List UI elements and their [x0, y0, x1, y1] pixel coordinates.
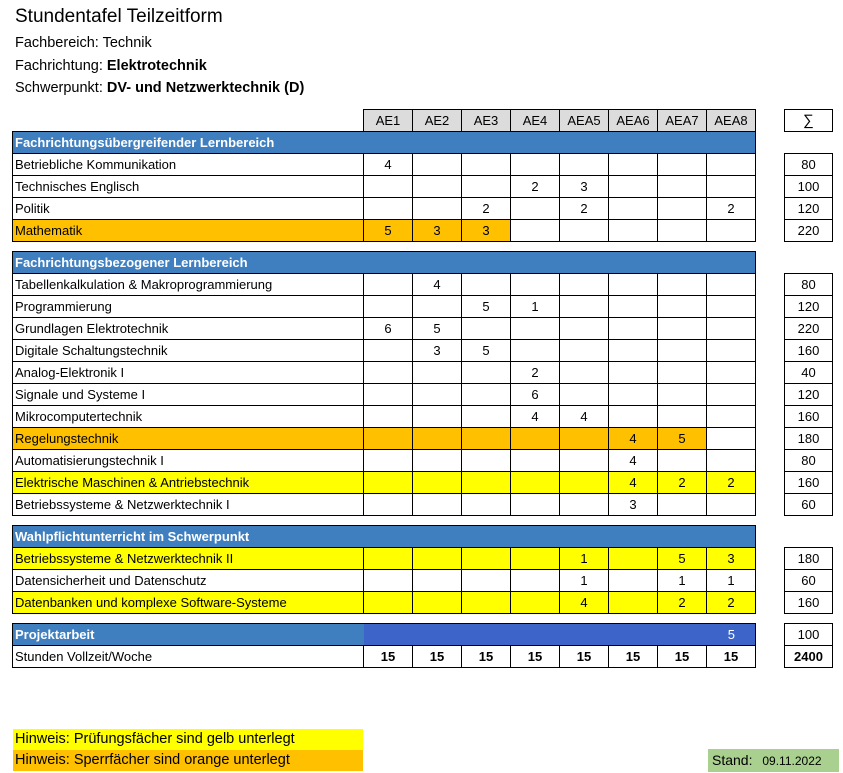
hours-cell: 2	[658, 592, 707, 614]
column-header: AEA5	[560, 110, 609, 132]
subject-name: Betriebssysteme & Netzwerktechnik I	[13, 494, 364, 516]
column-header: AEA8	[707, 110, 756, 132]
gap-cell	[756, 110, 785, 132]
section-title: Wahlpflichtunterricht im Schwerpunkt	[13, 526, 756, 548]
schwerpunkt-label: Schwerpunkt:	[15, 80, 103, 96]
hours-cell	[413, 548, 462, 570]
stand-date: 09.11.2022	[762, 754, 822, 768]
table-row	[13, 220, 833, 242]
hours-cell: 2	[462, 198, 511, 220]
hours-cell: 1	[658, 570, 707, 592]
hours-cell: 3	[413, 340, 462, 362]
hours-cell: 1	[560, 570, 609, 592]
row-total: 160	[785, 472, 833, 494]
hours-cell: 5	[413, 318, 462, 340]
hours-cell	[462, 274, 511, 296]
hours-cell	[462, 570, 511, 592]
hours-cell	[462, 318, 511, 340]
hours-cell	[462, 494, 511, 516]
hours-cell: 3	[413, 220, 462, 242]
row-total: 160	[785, 340, 833, 362]
hours-cell	[707, 340, 756, 362]
spacer-cell	[13, 614, 833, 624]
gap-cell	[785, 526, 833, 548]
hours-cell	[511, 472, 560, 494]
hours-cell	[609, 176, 658, 198]
stand-box	[708, 749, 839, 772]
fachbereich-value: Technik	[102, 35, 152, 51]
fachbereich-line	[15, 35, 152, 51]
hours-cell	[658, 362, 707, 384]
hours-cell: 2	[707, 592, 756, 614]
project-name: Projektarbeit	[13, 624, 364, 646]
hours-cell	[364, 406, 413, 428]
gap-cell	[785, 252, 833, 274]
hours-cell	[413, 362, 462, 384]
hours-cell: 2	[658, 472, 707, 494]
row-total: 220	[785, 318, 833, 340]
hours-cell	[609, 340, 658, 362]
hours-cell	[364, 340, 413, 362]
hours-cell	[658, 220, 707, 242]
gap-cell	[756, 296, 785, 318]
hours-cell	[364, 450, 413, 472]
gap-cell	[756, 384, 785, 406]
hours-cell	[413, 570, 462, 592]
row-total: 80	[785, 450, 833, 472]
subject-name: Betriebssysteme & Netzwerktechnik II	[13, 548, 364, 570]
hours-cell	[413, 154, 462, 176]
hours-cell	[364, 296, 413, 318]
hours-cell	[413, 494, 462, 516]
hours-cell: 1	[511, 296, 560, 318]
hours-cell: 4	[560, 592, 609, 614]
totals-cell: 15	[364, 646, 413, 668]
hours-cell	[707, 220, 756, 242]
hours-cell	[658, 406, 707, 428]
table-row	[13, 198, 833, 220]
hours-cell	[658, 450, 707, 472]
section-header-row	[13, 252, 833, 274]
table-row	[13, 176, 833, 198]
note-orange: Hinweis: Sperrfächer sind orange unterlegt	[13, 750, 363, 771]
subject-name: Automatisierungstechnik I	[13, 450, 364, 472]
gap-cell	[756, 176, 785, 198]
totals-cell: 15	[707, 646, 756, 668]
fachrichtung-label: Fachrichtung:	[15, 58, 103, 74]
hours-cell	[364, 176, 413, 198]
gap-cell	[756, 340, 785, 362]
row-total: 120	[785, 384, 833, 406]
hours-cell	[413, 450, 462, 472]
gap-cell	[756, 570, 785, 592]
row-total: 80	[785, 154, 833, 176]
totals-cell: 15	[413, 646, 462, 668]
totals-row	[13, 646, 833, 668]
hours-cell	[413, 176, 462, 198]
subject-name: Grundlagen Elektrotechnik	[13, 318, 364, 340]
subject-name: Elektrische Maschinen & Antriebstechnik	[13, 472, 364, 494]
hours-cell	[462, 592, 511, 614]
hours-cell	[511, 450, 560, 472]
hours-cell	[707, 406, 756, 428]
hours-cell	[364, 362, 413, 384]
row-total: 60	[785, 570, 833, 592]
gap-cell	[756, 494, 785, 516]
hours-cell	[560, 154, 609, 176]
hours-cell	[462, 176, 511, 198]
hours-cell	[364, 592, 413, 614]
hours-cell	[560, 384, 609, 406]
hours-cell: 2	[707, 472, 756, 494]
column-header: AEA6	[609, 110, 658, 132]
grand-total: 2400	[785, 646, 833, 668]
schwerpunkt-line	[15, 80, 304, 96]
column-header: AEA7	[658, 110, 707, 132]
hours-cell	[462, 450, 511, 472]
subject-name: Datensicherheit und Datenschutz	[13, 570, 364, 592]
totals-cell: 15	[658, 646, 707, 668]
hours-cell: 3	[560, 176, 609, 198]
gap-cell	[756, 526, 785, 548]
section-title: Fachrichtungsbezogener Lernbereich	[13, 252, 756, 274]
hours-cell	[462, 428, 511, 450]
hours-cell: 5	[462, 296, 511, 318]
column-header: AE3	[462, 110, 511, 132]
project-row	[13, 624, 833, 646]
row-total: 120	[785, 296, 833, 318]
gap-cell	[756, 450, 785, 472]
hours-cell: 1	[707, 570, 756, 592]
totals-cell: 15	[511, 646, 560, 668]
hours-cell	[462, 362, 511, 384]
hours-cell	[658, 318, 707, 340]
hours-cell	[658, 176, 707, 198]
hours-cell: 4	[609, 428, 658, 450]
table-row	[13, 472, 833, 494]
hours-cell	[560, 220, 609, 242]
spacer-cell	[13, 242, 833, 252]
hours-cell	[609, 406, 658, 428]
hours-cell: 5	[658, 428, 707, 450]
schwerpunkt-value: DV- und Netzwerktechnik (D)	[106, 80, 305, 96]
hours-cell	[511, 428, 560, 450]
hours-cell	[560, 318, 609, 340]
table-row	[13, 296, 833, 318]
hours-cell: 3	[609, 494, 658, 516]
fachrichtung-line	[15, 58, 207, 74]
hours-cell	[364, 428, 413, 450]
spacer-row	[13, 242, 833, 252]
gap-cell	[756, 318, 785, 340]
hours-cell: 4	[609, 450, 658, 472]
table-row	[13, 362, 833, 384]
table-row	[13, 274, 833, 296]
schedule-table	[12, 109, 833, 668]
spacer-cell	[13, 516, 833, 526]
row-total: 60	[785, 494, 833, 516]
hours-cell	[707, 154, 756, 176]
table-row	[13, 592, 833, 614]
hours-cell	[511, 340, 560, 362]
hours-cell	[707, 494, 756, 516]
table-row	[13, 406, 833, 428]
hours-cell	[609, 592, 658, 614]
table-row	[13, 340, 833, 362]
hours-cell: 2	[511, 176, 560, 198]
hours-cell	[707, 384, 756, 406]
hours-cell	[560, 450, 609, 472]
hours-cell	[413, 428, 462, 450]
spacer-row	[13, 614, 833, 624]
hours-cell	[658, 494, 707, 516]
section-header-row	[13, 526, 833, 548]
row-total: 120	[785, 198, 833, 220]
subject-name: Analog-Elektronik I	[13, 362, 364, 384]
subject-name: Mikrocomputertechnik	[13, 406, 364, 428]
hours-cell	[364, 384, 413, 406]
hours-cell	[511, 318, 560, 340]
hours-cell	[413, 472, 462, 494]
column-header: AE4	[511, 110, 560, 132]
totals-cell: 15	[560, 646, 609, 668]
hours-cell	[511, 198, 560, 220]
section-title: Fachrichtungsübergreifender Lernbereich	[13, 132, 756, 154]
hours-cell	[609, 548, 658, 570]
gap-cell	[756, 198, 785, 220]
totals-cell: 15	[609, 646, 658, 668]
table-row	[13, 154, 833, 176]
totals-name: Stunden Vollzeit/Woche	[13, 646, 364, 668]
column-header-row	[13, 110, 833, 132]
gap-cell	[756, 274, 785, 296]
page-title: Stundentafel Teilzeitform	[15, 6, 223, 27]
hours-cell	[658, 296, 707, 318]
gap-cell	[756, 428, 785, 450]
subject-name: Politik	[13, 198, 364, 220]
stand-label: Stand:	[712, 752, 753, 768]
gap-cell	[785, 132, 833, 154]
hours-cell	[658, 274, 707, 296]
hours-cell	[560, 494, 609, 516]
hours-cell	[364, 494, 413, 516]
hours-cell	[707, 296, 756, 318]
hours-cell	[364, 198, 413, 220]
hours-cell: 2	[511, 362, 560, 384]
hours-cell	[511, 570, 560, 592]
hours-cell: 4	[413, 274, 462, 296]
row-total: 160	[785, 406, 833, 428]
header-blank-cell	[13, 110, 364, 132]
row-total: 40	[785, 362, 833, 384]
hours-cell	[462, 406, 511, 428]
row-total: 160	[785, 592, 833, 614]
hours-cell	[609, 220, 658, 242]
totals-cell: 15	[462, 646, 511, 668]
hours-cell	[658, 340, 707, 362]
hours-cell: 6	[511, 384, 560, 406]
section-header-row	[13, 132, 833, 154]
hours-cell: 5	[658, 548, 707, 570]
gap-cell	[756, 472, 785, 494]
gap-cell	[756, 646, 785, 668]
fachrichtung-value: Elektrotechnik	[106, 58, 207, 74]
hours-cell: 5	[364, 220, 413, 242]
table-row	[13, 494, 833, 516]
table-row	[13, 570, 833, 592]
hours-cell	[560, 340, 609, 362]
subject-name: Regelungstechnik	[13, 428, 364, 450]
hours-cell	[462, 154, 511, 176]
gap-cell	[756, 252, 785, 274]
row-total: 80	[785, 274, 833, 296]
spacer-row	[13, 516, 833, 526]
hours-cell	[658, 384, 707, 406]
row-total: 100	[785, 176, 833, 198]
hours-cell	[413, 296, 462, 318]
fachbereich-label: Fachbereich:	[15, 35, 99, 51]
hours-cell	[511, 494, 560, 516]
subject-name: Datenbanken und komplexe Software-Systeme	[13, 592, 364, 614]
subject-name: Technisches Englisch	[13, 176, 364, 198]
hours-cell: 1	[560, 548, 609, 570]
hours-cell	[609, 274, 658, 296]
hours-cell	[609, 154, 658, 176]
note-yellow: Hinweis: Prüfungsfächer sind gelb unterlegt	[13, 729, 363, 750]
gap-cell	[756, 592, 785, 614]
hours-cell	[462, 548, 511, 570]
hours-cell: 2	[707, 198, 756, 220]
hours-cell	[413, 384, 462, 406]
hours-cell	[560, 362, 609, 384]
hours-cell	[413, 406, 462, 428]
gap-cell	[756, 132, 785, 154]
hours-cell: 3	[462, 220, 511, 242]
row-total: 220	[785, 220, 833, 242]
gap-cell	[756, 362, 785, 384]
hours-cell	[707, 428, 756, 450]
hours-cell: 4	[560, 406, 609, 428]
hours-cell	[364, 472, 413, 494]
gap-cell	[756, 624, 785, 646]
hours-cell: 2	[560, 198, 609, 220]
table-row	[13, 450, 833, 472]
hours-cell	[462, 472, 511, 494]
hours-cell	[707, 362, 756, 384]
hours-cell	[560, 296, 609, 318]
hours-cell	[560, 472, 609, 494]
hours-cell	[707, 318, 756, 340]
hours-cell	[707, 450, 756, 472]
hours-cell	[511, 548, 560, 570]
table-row	[13, 384, 833, 406]
table-row	[13, 548, 833, 570]
subject-name: Tabellenkalkulation & Makroprogrammierung	[13, 274, 364, 296]
hours-cell: 5	[462, 340, 511, 362]
table-row	[13, 318, 833, 340]
hours-cell	[609, 362, 658, 384]
hours-cell	[658, 154, 707, 176]
row-total: 180	[785, 428, 833, 450]
hours-cell	[707, 274, 756, 296]
hours-cell	[511, 274, 560, 296]
hours-cell: 4	[609, 472, 658, 494]
gap-cell	[756, 548, 785, 570]
gap-cell	[756, 154, 785, 176]
subject-name: Mathematik	[13, 220, 364, 242]
hours-cell: 6	[364, 318, 413, 340]
row-total: 180	[785, 548, 833, 570]
hours-cell: 4	[511, 406, 560, 428]
subject-name: Betriebliche Kommunikation	[13, 154, 364, 176]
hours-cell	[560, 428, 609, 450]
hours-cell	[609, 384, 658, 406]
table-row	[13, 428, 833, 450]
hours-cell	[658, 198, 707, 220]
hours-cell: 3	[707, 548, 756, 570]
hours-cell	[511, 592, 560, 614]
subject-name: Programmierung	[13, 296, 364, 318]
project-total: 100	[785, 624, 833, 646]
gap-cell	[756, 220, 785, 242]
hours-cell	[707, 176, 756, 198]
column-header: AE1	[364, 110, 413, 132]
hours-cell	[609, 198, 658, 220]
project-value: 5	[364, 624, 756, 646]
hours-cell	[462, 384, 511, 406]
hours-cell	[560, 274, 609, 296]
hours-cell	[511, 154, 560, 176]
hours-cell: 4	[364, 154, 413, 176]
hours-cell	[364, 274, 413, 296]
hours-cell	[609, 318, 658, 340]
subject-name: Signale und Systeme I	[13, 384, 364, 406]
hours-cell	[609, 570, 658, 592]
hours-cell	[413, 198, 462, 220]
hours-cell	[364, 548, 413, 570]
subject-name: Digitale Schaltungstechnik	[13, 340, 364, 362]
hours-cell	[364, 570, 413, 592]
sum-header: ∑	[785, 110, 833, 132]
hours-cell	[511, 220, 560, 242]
hours-cell	[413, 592, 462, 614]
gap-cell	[756, 406, 785, 428]
column-header: AE2	[413, 110, 462, 132]
hours-cell	[609, 296, 658, 318]
